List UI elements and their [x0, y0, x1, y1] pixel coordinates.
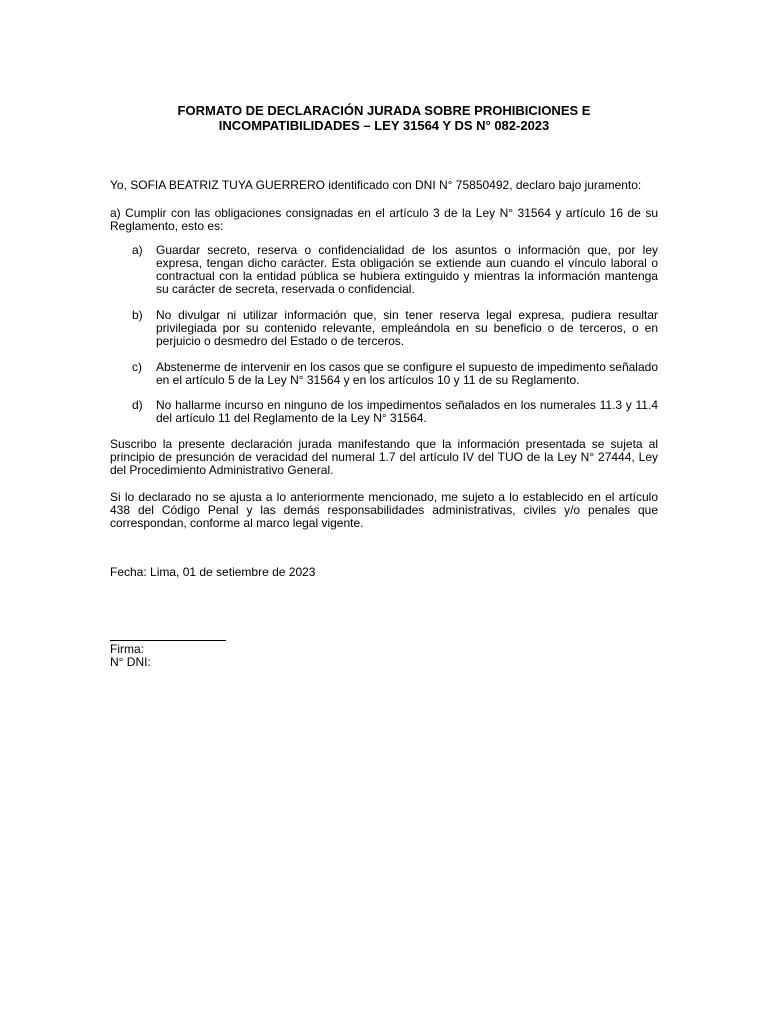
dni-label: N° DNI:	[110, 655, 151, 669]
list-item-text: No divulgar ni utilizar información que, sin tener reserva legal expresa, pudiera resultar privilegiada por su contenido relevante, empleándola en su beneficio o de terceros, o en perjuicio o desmedro del Estado o de terceros.	[156, 308, 658, 348]
list-item-label: d)	[132, 398, 143, 412]
responsabilidad-paragraph: Si lo declarado no se ajusta a lo anteriormente mencionado, me sujeto a lo establecido en el artículo 438 del Código Penal y las demás responsabilidades administrativas, civiles y/o penales que correspondan, conforme al marco legal vigente.	[110, 490, 658, 530]
list-item-label: b)	[132, 308, 143, 322]
title-line-2: INCOMPATIBILIDADES – LEY 31564 Y DS N° 082-2023	[218, 118, 550, 133]
list-item-text: Abstenerme de intervenir en los casos que se configure el supuesto de impedimento señalado en el artículo 5 de la Ley N° 31564 y en los artículos 10 y 11 de su Reglamento.	[156, 360, 658, 387]
list-item-text: No hallarme incurso en ninguno de los impedimentos señalados en los numerales 11.3 y 11.4 del artículo 11 del Reglamento de la Ley N° 31564.	[156, 398, 658, 425]
list-item-text: Guardar secreto, reserva o confidencialidad de los asuntos o información que, por ley expresa, tengan dicho carácter. Esta obligación se extiende aun cuando el vínculo laboral o contractual con la entidad pública se hubiera extinguido y mientras la información mantenga su carácter de secreta, reservada o confidencial.	[156, 243, 658, 296]
list-item-b	[132, 309, 658, 348]
signature-line	[110, 640, 226, 641]
clause-a-paragraph: a) Cumplir con las obligaciones consignadas en el artículo 3 de la Ley N° 31564 y artículo 16 de su Reglamento, esto es:	[110, 206, 658, 233]
list-item-a	[132, 244, 658, 296]
list-item-d	[132, 399, 658, 425]
title-line-1: FORMATO DE DECLARACIÓN JURADA SOBRE PROHIBICIONES E	[177, 103, 591, 118]
list-item-c	[132, 361, 658, 387]
document-title	[110, 103, 658, 133]
suscribo-paragraph: Suscribo la presente declaración jurada manifestando que la información presentada se sujeta al principio de presunción de veracidad del numeral 1.7 del artículo IV del TUO de la Ley N° 27444, Ley del Procedimiento Administrativo General.	[110, 437, 658, 477]
fecha-line: Fecha: Lima, 01 de setiembre de 2023	[110, 565, 316, 579]
list-item-label: c)	[132, 360, 142, 374]
list-item-label: a)	[132, 243, 143, 257]
intro-paragraph: Yo, SOFIA BEATRIZ TUYA GUERRERO identificado con DNI N° 75850492, declaro bajo juramento:	[110, 178, 642, 192]
firma-label: Firma:	[110, 642, 144, 656]
